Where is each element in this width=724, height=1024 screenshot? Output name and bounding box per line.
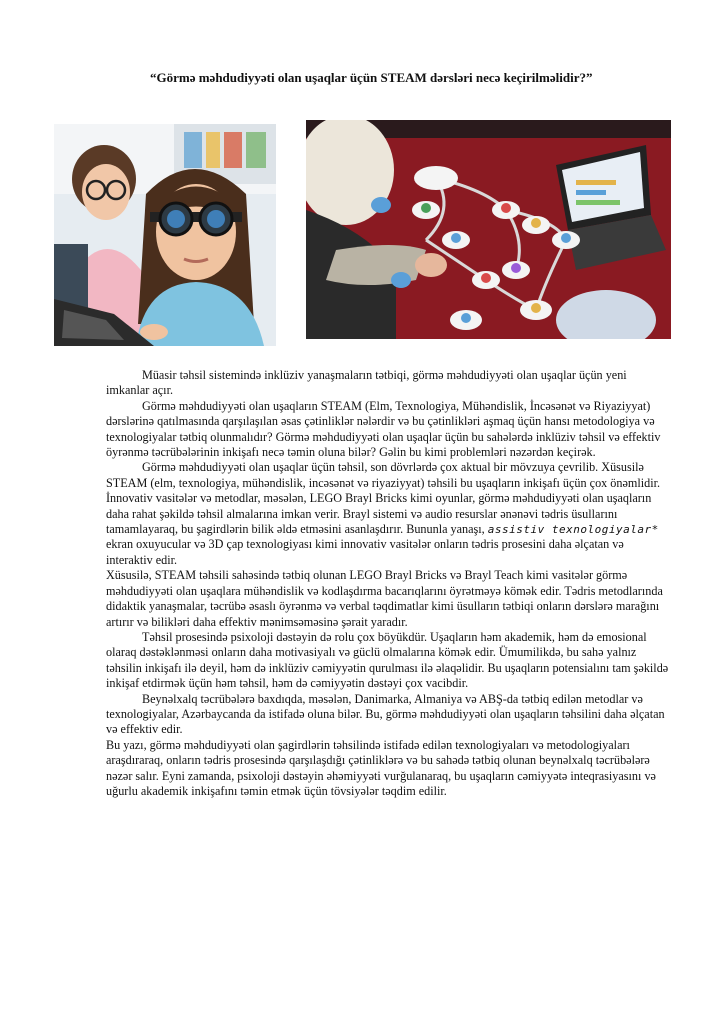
paragraph-lego-braille: Xüsusilə, STEAM təhsili sahəsində tətbiq olunan LEGO Brayl Bricks və Brayl Teach kimi vasitələr görmə məhdudiyyəti olan uşaqlara mühəndislik və kodlaşdırma bacarıqlarını öyrətməyə kömək edir. Tədris metodlarında didaktik yanaşmalar, təcrübə əsaslı öyrənmə və verbal təqdimatlar kimi üsulların tətbiqi onların dərslərə marağını artırır və bilikləri daha effektiv mənimsəməsinə şərait yaradır. [106, 568, 663, 629]
paragraph-questions: Görmə məhdudiyyəti olan uşaqların STEAM (Elm, Texnologiya, Mühəndislik, İncəsənət və Riyaziyyat) dərslərinə qatılmasında qarşılaşılan əsas çətinliklər nələrdir və bu çətinlikləri aşmaq üçün hansı metodologiya və texnologiyalar tətbiq olunmalıdır? Görmə məhdudiyyəti olan uşaqlar üçün bu sahələrdə inklüziv təhsil və effektiv öyrənmə təcrübələrinin inkişafı necə təmin oluna bilər? Gəlin bu kimi problemləri nəzərdən keçirək. [106, 398, 661, 460]
paragraph-summary: Bu yazı, görmə məhdudiyyəti olan şagirdlərin təhsilində istifadə edilən texnologiyaları və metodologiyaları araşdıraraq, onların tədris prosesində qarşılaşdığı çətinliklərə və bu sahədə tətbiq olunan beynəlxalq təcrübələrə nəzər salır. Eyni zamanda, psixoloji dəstəyin əhəmiyyəti vurğulanaraq, bu uşaqların cəmiyyətə inteqrasiyasını və uğurlu akademik inkişafını təmin etmək üçün tövsiyələr təqdim edilir. [106, 737, 656, 798]
article-body [106, 368, 670, 799]
paragraph-innovative-tools-end: ekran oxuyucular və 3D çap texnologiyası kimi innovativ vasitələr onların tədris prosesini daha əlçatan və interaktiv edir. [106, 537, 624, 567]
paragraph-innovative-tools [106, 460, 670, 568]
document-title: “Görmə məhdudiyyəti olan uşaqlar üçün STEAM dərsləri necə keçirilməlidir?” [150, 70, 593, 85]
paragraph-innovative-tools-text: Görmə məhdudiyyəti olan uşaqlar üçün təhsil, son dövrlərdə çox aktual bir mövzuya çevrilib. Xüsusilə STEAM (elm, texnologiya, mühəndislik, incəsənət və riyaziyyat) təhsili bu uşaqların inkişafı üçün çox önəmlidir. İnnovativ vasitələr və metodlar, məsələn, LEGO Brayl Bricks kimi oyunlar, görmə məhdudiyyəti olan uşaqların daha rahat şəkildə təhsil almalarına imkan verir. Brayl sistemi və audio resurslar ənənəvi tədris üsullarını tamamlayaraq, bu şagirdlərin bilik əldə etməsini asanlaşdırır. Bununla yanaşı, [106, 460, 661, 537]
braille-coding-kit-illustration [306, 120, 671, 339]
paragraph-psychological-support: Təhsil prosesində psixoloji dəstəyin də rolu çox böyükdür. Uşaqların həm akademik, həm də emosional olaraq dəstəklənməsi onların daha motivasiyalı və güclü olmalarına kömək edir. Ümumilikdə, bu sahə yalnız təhsilin inkişafı ilə deyil, həm də inklüziv cəmiyyətin qurulması ilə əlaqəlidir. Bu uşaqların potensialını tam şəkildə inkişaf etdirmək üçün həm təhsil, həm də cəmiyyətin dəstəyi çox vacibdir. [106, 629, 669, 691]
braille-coding-kit-photo [306, 120, 671, 339]
paragraph-international-practice: Beynəlxalq təcrübələrə baxdıqda, məsələn, Danimarka, Almaniya və ABŞ-da tətbiq edilən metodlar və texnologiyalar, Azərbaycanda da istifadə oluna bilər. Bu, görmə məhdudiyyəti olan uşaqların təhsilini daha əlçatan və effektiv edir. [106, 691, 665, 737]
children-with-glasses-photo [54, 124, 276, 346]
assistive-technologies-term: assistiv texnologiyalar* [487, 523, 659, 537]
children-with-glasses-illustration [54, 124, 276, 346]
paragraph-intro: Müasir təhsil sistemində inklüziv yanaşmaların tətbiqi, görmə məhdudiyyəti olan uşaqlar üçün yeni imkanlar açır. [106, 368, 627, 398]
